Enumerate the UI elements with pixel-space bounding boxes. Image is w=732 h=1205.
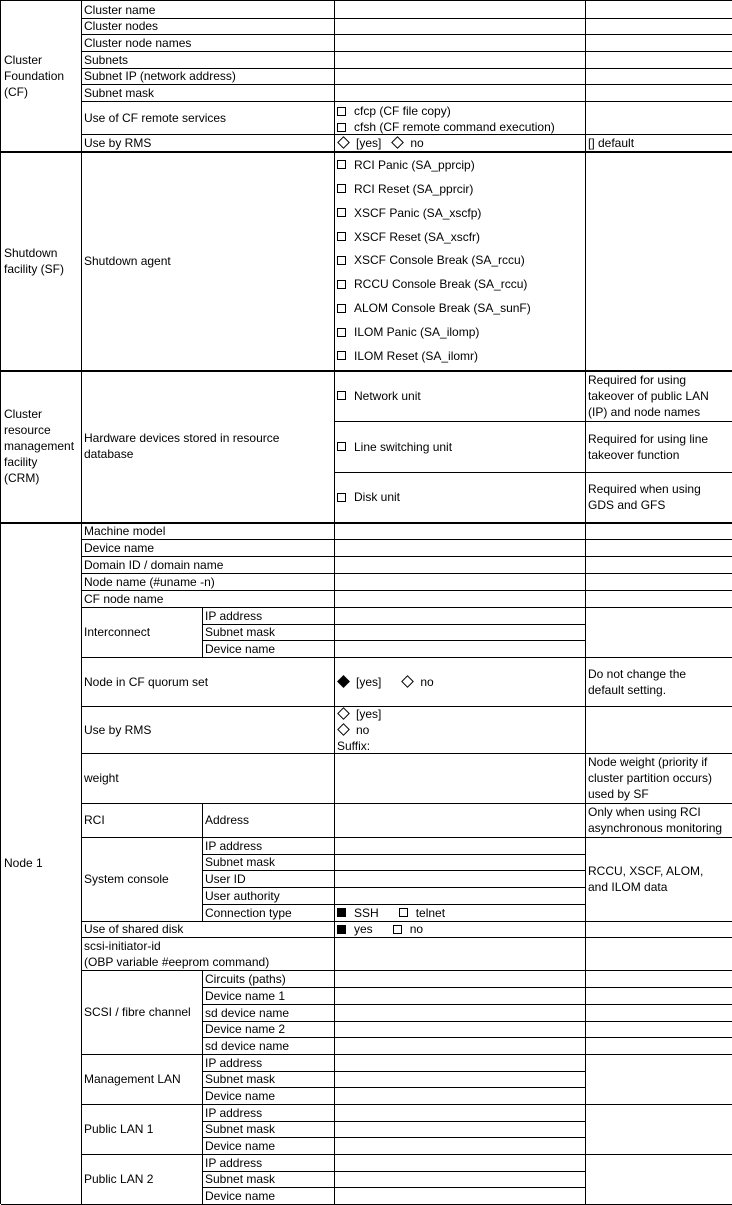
checkbox-icon[interactable] [337,184,346,193]
shared-disk-no-checkbox-label: no [409,922,424,936]
cf-rms-options [334,134,586,152]
scsi-note-field[interactable] [585,1004,732,1022]
crm-device-checkbox-option[interactable] [337,489,400,505]
shutdown-agent-checkbox-label: RCI Reset (SA_pprcir) [354,181,474,196]
shutdown-agent-checkbox-option[interactable] [337,276,527,292]
connection-type-options [334,904,586,922]
public-lan2-field-label [202,1187,335,1205]
shared-disk-text: Use of shared disk [84,922,184,936]
shared-disk-note-field[interactable] [585,921,732,938]
interconnect-note-field[interactable] [585,607,732,658]
crm-device-checkbox-option[interactable] [337,439,452,455]
quorum-label [81,657,335,707]
public-lan1-field-value[interactable] [334,1121,586,1138]
scsi-field-label [202,970,335,988]
field-label-text: IP address [205,1105,263,1120]
public-lan2-field-value[interactable] [334,1187,586,1205]
checkbox-icon[interactable] [337,328,346,337]
cf-note-field[interactable] [585,1,732,19]
crm-devices-text: Hardware devices stored in resource database [84,431,280,461]
checkbox-icon[interactable] [337,123,346,132]
mgmt-lan-field-label [202,1054,335,1072]
public-lan1-label [81,1104,203,1155]
mgmt-lan-field-value[interactable] [334,1054,586,1072]
shutdown-agent-checkbox-option[interactable] [337,181,473,197]
cf-remote-services-text: Use of CF remote services [84,110,227,125]
cf-value-field[interactable] [334,51,586,69]
node-cf-node-name-field[interactable] [334,590,586,608]
checkbox-icon[interactable] [337,280,346,289]
rci-address-label [202,803,335,838]
scsi-note-field[interactable] [585,1021,732,1038]
node-node-name-field[interactable] [334,573,586,591]
checkbox-icon[interactable] [337,160,346,169]
node-rms-no-radio-option[interactable] [337,722,369,738]
cf-row-label [81,68,335,85]
cf-value-field[interactable] [334,18,586,35]
console-field-label [202,887,335,905]
cf-row-label [81,34,335,52]
cf-rms-text: Use by RMS [84,135,152,150]
field-label-text: Subnet mask [205,1122,276,1136]
cfcp-checkbox-option[interactable] [337,103,451,119]
console-note [585,837,732,922]
rci-text: RCI [84,813,105,827]
quorum-yes-radio-label: [yes] [356,674,382,689]
crm-device-note-text: Required for using takeover of public LAN (IP) and node names [588,372,709,419]
field-label-text: Subnet mask [205,625,276,639]
field-label-text: Device name 1 [205,988,286,1003]
group-label-text: Public LAN 1 [84,1122,154,1136]
cf-value-field[interactable] [334,84,586,102]
public-lan2-field-value[interactable] [334,1171,586,1188]
shutdown-agent-checkbox-label: XSCF Console Break (SA_rccu) [354,253,525,268]
field-label-text: Device name [205,641,276,656]
radio-diamond-icon[interactable] [337,136,350,149]
cf-value-field[interactable] [334,1,586,19]
checkbox-icon[interactable] [399,908,408,917]
cf-note-field[interactable] [585,51,732,69]
weight-label [81,753,335,804]
radio-diamond-icon[interactable] [401,675,414,688]
node-rms-yes-radio-option[interactable] [337,706,381,722]
checkbox-icon[interactable] [337,493,346,502]
group-label-text: SCSI / fibre channel [84,1005,191,1019]
section-divider [1,152,732,153]
scsi-note-field[interactable] [585,970,732,988]
node-node-name-label [81,573,335,591]
group-label-text: Public LAN 2 [84,1172,154,1186]
node-row-text: CF node name [84,591,164,606]
crm-device-note [585,421,732,473]
crm-device-note-text: Required when using GDS and GFS [588,482,701,512]
shutdown-agent-options [334,151,586,371]
scsi-field-label [202,1004,335,1022]
cf-note-field[interactable] [585,84,732,102]
shutdown-agent-text: Shutdown agent [84,253,171,268]
interconnect-field-label [202,640,335,658]
cfsh-checkbox-option[interactable] [337,119,555,135]
shutdown-agent-checkbox-option[interactable] [337,205,481,221]
scsi-field-label [202,1021,335,1038]
field-label-text: Device name 2 [205,1022,286,1036]
rci-label [81,803,203,838]
weight-text: weight [84,771,119,785]
checkbox-icon[interactable] [337,925,346,934]
node-note-field[interactable] [585,522,732,540]
scsi-note-field[interactable] [585,987,732,1005]
shutdown-agent-checkbox-label: ALOM Console Break (SA_sunF) [354,301,531,316]
console-field-value[interactable] [334,854,586,871]
shared-disk-yes-checkbox-label: yes [354,922,373,936]
weight-note-text: Node weight (priority if cluster partition occurs) used by SF [588,755,713,801]
node-row-text: Node name (#uname -n) [84,574,215,589]
checkbox-icon[interactable] [337,391,346,400]
field-label-text: Subnet mask [205,1072,276,1086]
node-note-field[interactable] [585,590,732,608]
scsi-field-label [202,987,335,1005]
rci-note-text: Only when using RCI asynchronous monitoring [588,805,723,835]
public-lan1-field-value[interactable] [334,1137,586,1155]
console-label [81,837,203,922]
shutdown-agent-checkbox-label: ILOM Reset (SA_ilomr) [354,348,479,363]
checkbox-icon[interactable] [337,232,346,241]
scsi-field-value[interactable] [334,1037,586,1055]
checkbox-icon[interactable] [337,442,346,451]
field-label-text: IP address [205,838,263,853]
node-rms-label [81,706,335,754]
cf-row-label [81,51,335,69]
crm-device-checkbox-label: Line switching unit [354,439,453,454]
crm-device-note-text: Required for using line takeover function [588,431,709,462]
field-label-text: sd device name [205,1038,290,1053]
crm-devices-label [81,370,335,523]
shutdown-agent-checkbox-option[interactable] [337,348,478,364]
section-node-1 [1,522,82,1205]
weight-note [585,753,732,804]
mgmt-lan-note-field[interactable] [585,1054,732,1105]
rci-address-field[interactable] [334,803,586,838]
field-label-text: Device name [205,1088,276,1103]
node-domain-id-field[interactable] [334,556,586,574]
cf-row-text: Subnet IP (network address) [84,69,236,83]
shutdown-agent-checkbox-label: XSCF Panic (SA_xscfp) [354,205,482,220]
cf-rms-yes-radio-label: [yes] [356,135,382,150]
mgmt-lan-field-label [202,1071,335,1088]
scsi-label [81,970,203,1055]
ssh-checkbox-option[interactable] [337,905,379,921]
scsi-initiator-id-label [81,937,335,971]
field-label-text: User ID [205,871,246,886]
public-lan1-field-label [202,1104,335,1122]
crm-device-note [585,472,732,523]
scsi-field-value[interactable] [334,987,586,1005]
shared-disk-yes-checkbox-option[interactable] [337,921,373,937]
section-node-1-label: Node 1 [4,856,43,870]
crm-device-option [334,421,586,473]
quorum-options [334,657,586,707]
quorum-text: Node in CF quorum set [84,674,209,689]
rci-address-text: Address [205,813,250,827]
section-divider [1,523,732,524]
console-field-value[interactable] [334,837,586,855]
crm-device-checkbox-option[interactable] [337,388,421,404]
scsi-field-value[interactable] [334,1004,586,1022]
scsi-field-value[interactable] [334,970,586,988]
shutdown-agent-label [81,151,335,371]
cf-note-field[interactable] [585,68,732,85]
section-cf [1,1,82,152]
scsi-initiator-id-field[interactable] [334,937,586,971]
public-lan2-label [81,1154,203,1205]
node-note-field[interactable] [585,539,732,557]
field-label-text: IP address [205,1155,263,1170]
shared-disk-no-checkbox-option[interactable] [393,921,423,937]
field-label-text: sd device name [205,1005,290,1020]
mgmt-lan-field-label [202,1087,335,1105]
section-cf-label: Cluster Foundation (CF) [4,53,65,99]
mgmt-lan-label [81,1054,203,1105]
ssh-checkbox-label: SSH [354,905,379,920]
mgmt-lan-field-value[interactable] [334,1087,586,1105]
checkbox-icon[interactable] [337,304,346,313]
shutdown-agent-checkbox-option[interactable] [337,300,531,316]
cf-rms-yes-radio-option[interactable] [337,135,381,151]
node-row-text: Machine model [84,523,166,538]
shutdown-agent-checkbox-label: RCCU Console Break (SA_rccu) [354,277,528,292]
cf-row-text: Cluster name [84,2,156,17]
weight-field[interactable] [334,753,586,804]
checkbox-icon[interactable] [337,256,346,265]
group-label-text: Interconnect [84,625,151,639]
node-rms-no-radio-label: no [356,722,370,737]
quorum-note-text: Do not change the default setting. [588,666,687,697]
field-label-text: Subnet mask [205,855,276,869]
field-label-text: IP address [205,1055,263,1070]
cf-rms-label [81,134,335,152]
cf-note-field[interactable] [585,18,732,35]
shutdown-agent-checkbox-label: ILOM Panic (SA_ilomp) [354,325,480,340]
shutdown-agent-checkbox-option[interactable] [337,157,475,173]
shutdown-agent-checkbox-label: XSCF Reset (SA_xscfr) [354,229,481,244]
public-lan1-field-label [202,1137,335,1155]
interconnect-field-label [202,607,335,625]
node-rms-suffix-label: Suffix: [337,738,371,753]
node-rms-yes-radio-label: [yes] [356,706,382,721]
checkbox-icon[interactable] [337,351,346,360]
node-device-name-label [81,539,335,557]
shutdown-agent-checkbox-option[interactable] [337,229,480,245]
console-note-text: RCCU, XSCF, ALOM, and ILOM data [588,864,704,894]
crm-device-checkbox-label: Disk unit [354,490,401,504]
section-sf [1,151,82,371]
public-lan1-field-label [202,1121,335,1138]
public-lan2-field-value[interactable] [334,1154,586,1172]
crm-device-checkbox-label: Network unit [354,388,421,403]
interconnect-field-value[interactable] [334,607,586,625]
section-divider [1,371,732,372]
checkbox-icon[interactable] [337,107,346,116]
cf-remote-services-options [334,101,586,135]
radio-diamond-icon[interactable] [391,136,404,149]
field-label-text: Circuits (paths) [205,971,286,986]
interconnect-field-value[interactable] [334,624,586,641]
cf-value-field[interactable] [334,68,586,85]
node-machine-model-field[interactable] [334,522,586,540]
node-row-text: Domain ID / domain name [84,557,224,572]
radio-diamond-icon[interactable] [337,707,350,720]
cf-row-text: Subnet mask [84,85,155,100]
cf-value-field[interactable] [334,34,586,52]
cf-note-field[interactable] [585,34,732,52]
radio-diamond-icon[interactable] [337,675,350,688]
field-label-text: Connection type [205,905,292,920]
console-field-label [202,854,335,871]
quorum-note [585,657,732,707]
cf-row-text: Cluster node names [84,35,192,50]
node-note-field[interactable] [585,556,732,574]
radio-diamond-icon[interactable] [337,723,350,736]
section-sf-label: Shutdown facility (SF) [4,245,64,276]
public-lan1-note-field[interactable] [585,1104,732,1155]
cf-rms-no-radio-option[interactable] [391,135,423,151]
node-domain-id-label [81,556,335,574]
shared-disk-options [334,921,586,938]
mgmt-lan-field-value[interactable] [334,1071,586,1088]
telnet-checkbox-label: telnet [415,905,446,920]
cf-row-label [81,1,335,19]
shutdown-agent-checkbox-option[interactable] [337,324,479,340]
crm-device-option [334,472,586,523]
cfcp-checkbox-label: cfcp (CF file copy) [354,104,451,118]
quorum-yes-radio-option[interactable] [337,674,381,690]
node-row-text: Device name [84,540,155,555]
section-crm [1,370,82,523]
cf-row-text: Cluster nodes [84,19,159,33]
public-lan2-field-label [202,1154,335,1172]
field-label-text: Device name [205,1138,276,1153]
crm-device-option [334,370,586,422]
public-lan1-field-value[interactable] [334,1104,586,1122]
field-label-text: Subnet mask [205,1172,276,1186]
node-rms-options [334,706,586,754]
node-note-field[interactable] [585,573,732,591]
console-field-value[interactable] [334,870,586,888]
shutdown-agent-checkbox-label: RCI Panic (SA_pprcip) [354,157,475,172]
cf-rms-note-text: [] default [588,135,635,150]
cf-row-label [81,18,335,35]
cfsh-checkbox-label: cfsh (CF remote command execution) [354,120,555,134]
shutdown-agent-checkbox-option[interactable] [337,252,525,268]
quorum-no-radio-label: no [420,674,434,689]
cf-rms-no-radio-label: no [410,135,424,150]
scsi-initiator-id-note-field[interactable] [585,937,732,971]
interconnect-field-value[interactable] [334,640,586,658]
checkbox-icon[interactable] [337,208,346,217]
cf-remote-note-field[interactable] [585,101,732,135]
console-field-label [202,904,335,922]
console-field-label [202,870,335,888]
node-device-name-field[interactable] [334,539,586,557]
checkbox-icon[interactable] [337,908,346,917]
checkbox-icon[interactable] [393,925,402,934]
crm-device-note [585,370,732,422]
field-label-text: User authority [205,888,280,903]
cf-row-text: Subnets [84,52,129,67]
node-rms-note-field[interactable] [585,706,732,754]
rci-note [585,803,732,838]
quorum-no-radio-option[interactable] [401,674,433,690]
console-field-value[interactable] [334,887,586,905]
telnet-checkbox-option[interactable] [399,905,445,921]
group-label-text: Management LAN [84,1072,181,1086]
section-crm-label: Cluster resource management facility (CRM) [4,407,75,485]
scsi-note-field[interactable] [585,1037,732,1055]
scsi-field-value[interactable] [334,1021,586,1038]
cf-rms-note [585,134,732,152]
scsi-initiator-id-text: scsi-initiator-id (OBP variable #eeprom command) [84,938,270,969]
public-lan2-note-field[interactable] [585,1154,732,1205]
sf-note-field[interactable] [585,151,732,371]
cf-row-label [81,84,335,102]
group-label-text: System console [84,872,169,886]
field-label-text: Device name [205,1188,276,1203]
node-machine-model-label [81,522,335,540]
shared-disk-label [81,921,335,938]
scsi-field-label [202,1037,335,1055]
interconnect-label [81,607,203,658]
interconnect-field-label [202,624,335,641]
console-field-label [202,837,335,855]
node-cf-node-name-label [81,590,335,608]
public-lan2-field-label [202,1171,335,1188]
cf-remote-services-label [81,101,335,135]
field-label-text: IP address [205,608,263,623]
node-rms-text: Use by RMS [84,722,152,737]
